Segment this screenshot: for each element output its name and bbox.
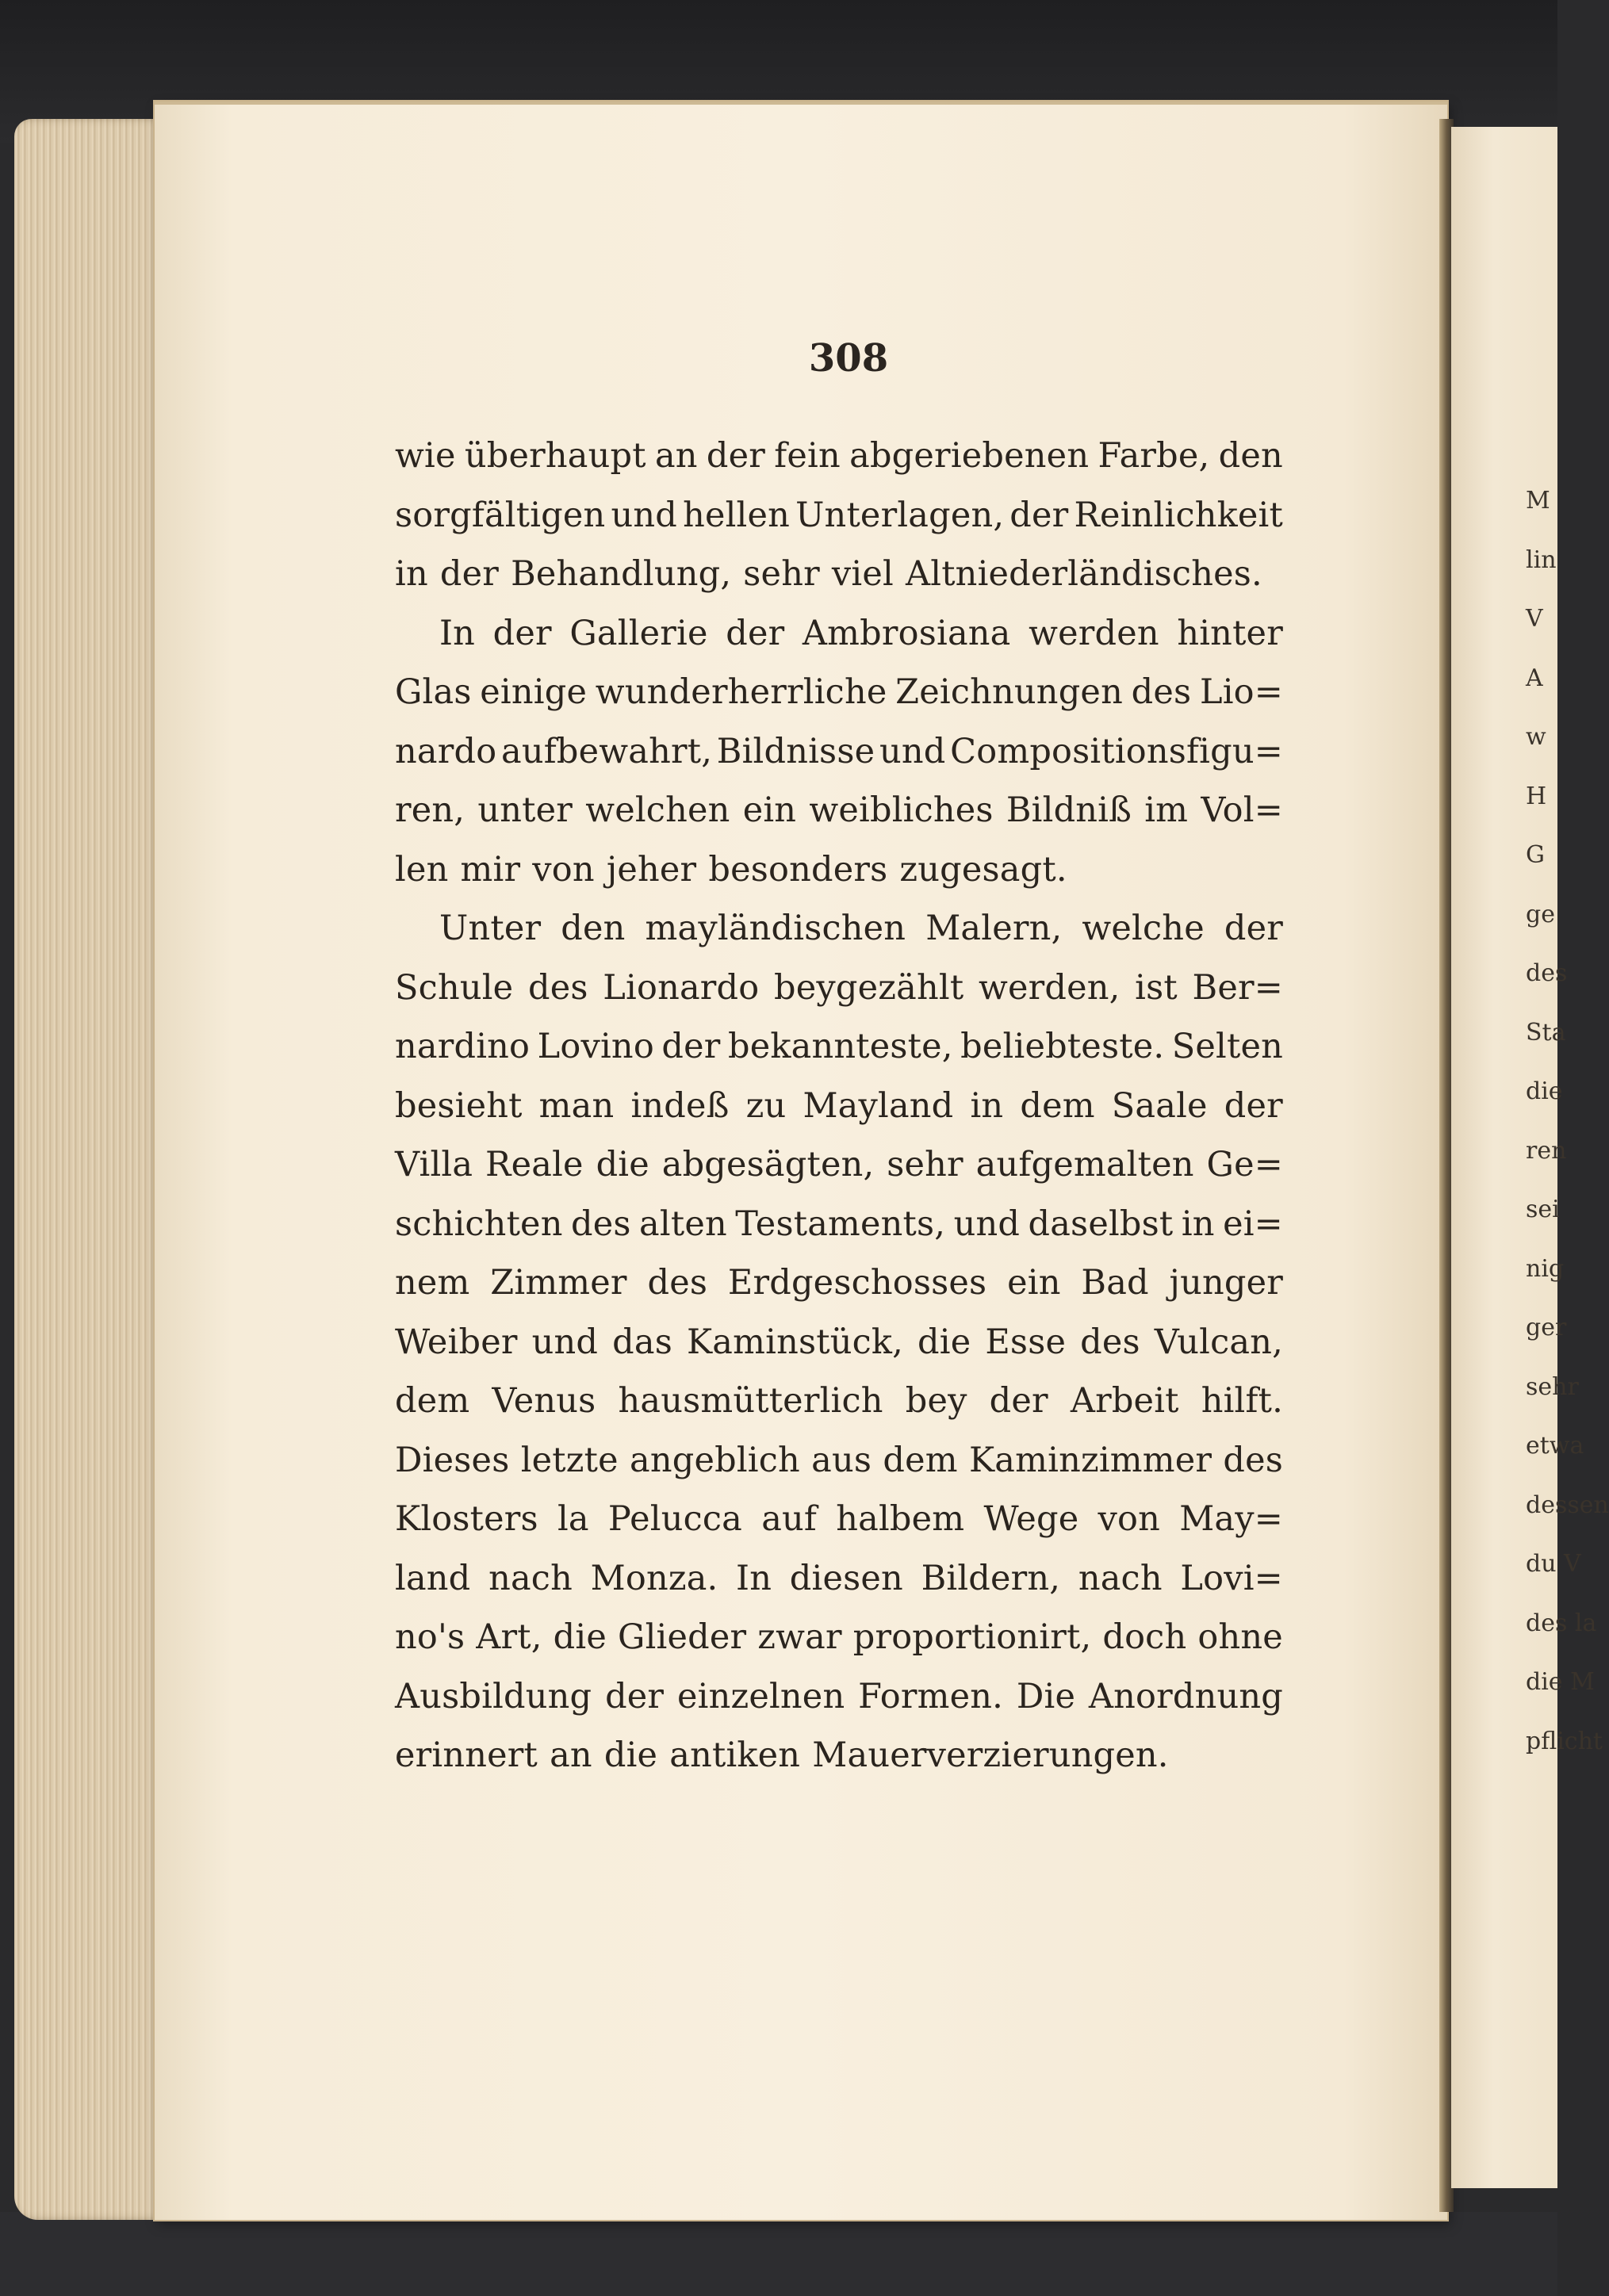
word: Ge= xyxy=(1206,1145,1283,1184)
word: Testaments, xyxy=(735,1203,946,1244)
word: nach xyxy=(488,1558,573,1598)
word: Weiber xyxy=(395,1322,518,1362)
word: besonders xyxy=(708,849,888,890)
word: nach xyxy=(1078,1558,1163,1598)
text-line xyxy=(395,1077,1283,1136)
text-line xyxy=(395,899,1283,959)
word: aufbewahrt, xyxy=(501,731,713,771)
word: Lovino xyxy=(537,1027,654,1066)
facing-page-fragment: sei xyxy=(1526,1196,1560,1223)
word: mayländischen xyxy=(645,909,906,948)
word: überhaupt xyxy=(464,436,646,476)
word: hilft. xyxy=(1201,1381,1283,1421)
word: werden, xyxy=(978,967,1121,1008)
text-line xyxy=(395,1017,1283,1077)
word: Lovi= xyxy=(1180,1558,1283,1598)
word: weibliches xyxy=(809,790,994,830)
facing-page-fragment: des xyxy=(1526,959,1568,987)
word: viel xyxy=(831,554,894,594)
word: Kaminstück, xyxy=(686,1322,904,1362)
word: welche xyxy=(1082,909,1205,948)
word: den xyxy=(1218,436,1283,476)
word: und xyxy=(879,731,946,771)
word: indeß xyxy=(630,1085,730,1126)
word: Reale xyxy=(485,1145,584,1184)
text-line xyxy=(395,1431,1283,1490)
text-line xyxy=(395,840,1283,900)
word: Gallerie xyxy=(569,613,708,653)
word: dem xyxy=(395,1381,470,1421)
word: der xyxy=(1224,909,1283,948)
word: die xyxy=(553,1617,607,1657)
word: doch xyxy=(1102,1617,1187,1657)
word: Vulcan, xyxy=(1154,1322,1283,1362)
word: Malern, xyxy=(925,909,1063,948)
text-line xyxy=(395,1313,1283,1372)
word: des xyxy=(647,1263,708,1303)
word: besieht xyxy=(395,1085,523,1126)
word: Unter xyxy=(439,909,542,948)
word: Die xyxy=(1016,1676,1076,1716)
word: beliebteste. xyxy=(960,1027,1165,1066)
word: und xyxy=(953,1203,1021,1244)
word: ohne xyxy=(1197,1617,1283,1657)
word: aus xyxy=(811,1440,872,1480)
word: diesen xyxy=(789,1558,903,1598)
text-line xyxy=(395,722,1283,782)
text-line xyxy=(395,959,1283,1018)
word: Bildern, xyxy=(921,1558,1061,1598)
word: letzte xyxy=(520,1440,619,1480)
text-line xyxy=(395,1490,1283,1549)
facing-page-fragment: etwa xyxy=(1526,1432,1584,1460)
word: in xyxy=(1181,1203,1215,1244)
facing-page-fragment: ren xyxy=(1526,1136,1567,1165)
word: Kaminzimmer xyxy=(968,1440,1212,1480)
word: Klosters xyxy=(395,1499,538,1539)
facing-page-fragment: die xyxy=(1526,1077,1563,1105)
word: ein xyxy=(742,790,797,830)
word: die xyxy=(603,1735,658,1775)
facing-page-fragment: A xyxy=(1526,664,1543,692)
word: und xyxy=(531,1322,599,1362)
facing-page-text-fragments xyxy=(1526,472,1609,1771)
word: aufgemalten xyxy=(975,1145,1194,1184)
word: sehr xyxy=(743,554,820,594)
word: Zimmer xyxy=(490,1263,627,1303)
word: mir xyxy=(460,849,521,890)
word: Monza. xyxy=(590,1558,718,1598)
facing-page-fragment: G xyxy=(1526,841,1545,869)
word: antiken xyxy=(669,1735,801,1775)
word: Farbe, xyxy=(1098,436,1210,476)
word: Schule xyxy=(395,967,514,1008)
page-text xyxy=(395,427,1283,1785)
word: von xyxy=(1098,1499,1161,1539)
word: der xyxy=(605,1676,665,1716)
word: des xyxy=(1080,1322,1140,1362)
word: abgeriebenen xyxy=(849,436,1090,476)
word: Erdgeschosses xyxy=(727,1263,987,1303)
text-line xyxy=(395,1726,1283,1785)
word: sorgfältigen xyxy=(395,495,606,535)
word: Anordnung xyxy=(1088,1676,1283,1716)
word: Bad xyxy=(1081,1263,1149,1303)
word: einige xyxy=(480,672,588,712)
word: des xyxy=(1223,1440,1283,1480)
facing-page-fragment: V xyxy=(1526,605,1543,633)
text-line xyxy=(395,1195,1283,1254)
word: einzelnen xyxy=(676,1676,845,1716)
word: Bildnisse xyxy=(716,731,875,771)
word: Compositionsfigu= xyxy=(950,731,1283,771)
word: Dieses xyxy=(395,1440,510,1480)
word: Saale xyxy=(1111,1085,1208,1126)
word: Glas xyxy=(395,672,472,712)
word: dem xyxy=(1020,1085,1095,1126)
word: Pelucca xyxy=(607,1499,743,1539)
text-line xyxy=(395,486,1283,545)
word: an xyxy=(550,1735,592,1775)
word: Glieder xyxy=(618,1617,747,1657)
word: Mauerverzierungen. xyxy=(812,1735,1169,1775)
word: fein xyxy=(774,436,841,476)
word: des xyxy=(527,967,588,1008)
word: angeblich xyxy=(630,1440,800,1480)
word: jeher xyxy=(606,849,697,890)
word: Formen. xyxy=(858,1676,1004,1716)
word: Esse xyxy=(985,1322,1067,1362)
word: unter xyxy=(477,790,573,830)
word: Villa xyxy=(395,1145,473,1184)
word: und xyxy=(611,495,678,535)
word: In xyxy=(439,613,476,653)
text-line xyxy=(395,604,1283,664)
word: ei= xyxy=(1223,1203,1283,1244)
word: In xyxy=(736,1558,772,1598)
word: der xyxy=(989,1381,1048,1421)
word: bey xyxy=(905,1381,967,1421)
facing-page-fragment: Sta xyxy=(1526,1018,1566,1047)
word: der xyxy=(492,613,552,653)
word: Lio= xyxy=(1199,672,1283,712)
text-line xyxy=(395,427,1283,486)
word: land xyxy=(395,1558,471,1598)
word: junger xyxy=(1169,1263,1283,1303)
facing-page-fragment: H xyxy=(1526,782,1547,810)
word: Art, xyxy=(476,1617,542,1657)
word: in xyxy=(970,1085,1004,1126)
word: abgesägten, xyxy=(661,1145,875,1184)
word: in xyxy=(395,554,428,594)
word: Mayland xyxy=(803,1085,954,1126)
facing-page-fragment: sehr xyxy=(1526,1372,1579,1401)
word: Wege xyxy=(983,1499,1079,1539)
word: der xyxy=(706,436,766,476)
word: der xyxy=(1224,1085,1283,1126)
word: ren, xyxy=(395,790,465,830)
word: wunderherrliche xyxy=(595,672,887,712)
word: den xyxy=(561,909,626,948)
text-line xyxy=(395,1253,1283,1313)
word: der xyxy=(439,554,500,594)
word: Ausbildung xyxy=(395,1676,592,1716)
word: Ber= xyxy=(1192,967,1283,1008)
word: werden xyxy=(1029,613,1159,653)
page-number: 308 xyxy=(808,336,889,381)
word: des xyxy=(571,1203,631,1244)
word: auf xyxy=(761,1499,818,1539)
word: Selten xyxy=(1171,1027,1283,1066)
word: nem xyxy=(395,1263,470,1303)
text-line xyxy=(395,1135,1283,1195)
word: proportionirt, xyxy=(852,1617,1092,1657)
word: dem xyxy=(883,1440,958,1480)
facing-page-fragment: die M xyxy=(1526,1668,1595,1696)
word: Vol= xyxy=(1201,790,1283,830)
word: schichten xyxy=(395,1203,563,1244)
word: man xyxy=(538,1085,615,1126)
word: Bildniß xyxy=(1006,790,1132,830)
text-line xyxy=(395,1549,1283,1609)
word: ist xyxy=(1135,967,1178,1008)
text-line xyxy=(395,545,1283,604)
facing-page-fragment: nig xyxy=(1526,1254,1565,1283)
word: nardino xyxy=(395,1027,531,1066)
word: der xyxy=(661,1027,721,1066)
facing-page-fragment: pflicht xyxy=(1526,1727,1603,1755)
word: Zeichnungen xyxy=(895,672,1123,712)
word: Behandlung, xyxy=(511,554,732,594)
word: die xyxy=(918,1322,971,1362)
text-line xyxy=(395,1667,1283,1727)
facing-page-fragment: du V xyxy=(1526,1550,1581,1578)
facing-page-fragment: ger xyxy=(1526,1314,1567,1341)
word: Lionardo xyxy=(603,967,760,1008)
word: hinter xyxy=(1177,613,1283,653)
page-edge-stack xyxy=(14,119,173,2220)
word: zugesagt. xyxy=(899,849,1067,890)
word: no's xyxy=(395,1617,465,1657)
word: Reinlichkeit xyxy=(1074,495,1283,535)
facing-page-fragment: ge xyxy=(1526,900,1555,928)
word: welchen xyxy=(585,790,730,830)
word: la xyxy=(557,1499,589,1539)
word: Ambrosiana xyxy=(802,613,1011,653)
word: wie xyxy=(395,436,456,476)
word: Unterlagen, xyxy=(795,495,1005,535)
facing-page-fragment: M xyxy=(1526,487,1550,515)
dark-background-bottom xyxy=(0,2212,1557,2296)
facing-page-fragment: lin xyxy=(1526,545,1557,574)
word: len xyxy=(395,849,449,890)
facing-page-fragment: des la xyxy=(1526,1609,1597,1637)
word: bekannteste, xyxy=(728,1027,953,1066)
word: daselbst xyxy=(1028,1203,1174,1244)
word: zwar xyxy=(757,1617,842,1657)
word: der xyxy=(1009,495,1069,535)
word: ein xyxy=(1007,1263,1061,1303)
word: zu xyxy=(745,1085,787,1126)
word: nardo xyxy=(395,731,497,771)
word: Arbeit xyxy=(1070,1381,1179,1421)
word: alten xyxy=(639,1203,727,1244)
text-line xyxy=(395,781,1283,840)
word: May= xyxy=(1179,1499,1283,1539)
text-line xyxy=(395,663,1283,722)
word: hellen xyxy=(683,495,791,535)
word: im xyxy=(1144,790,1189,830)
word: erinnert xyxy=(395,1735,538,1775)
word: das xyxy=(612,1322,672,1362)
word: beygezählt xyxy=(774,967,964,1008)
text-line xyxy=(395,1372,1283,1431)
word: hausmütterlich xyxy=(618,1381,883,1421)
text-line xyxy=(395,1608,1283,1667)
facing-page-fragment: dessen xyxy=(1526,1490,1609,1519)
word: des xyxy=(1131,672,1192,712)
word: Altniederländisches. xyxy=(906,554,1262,594)
word: von xyxy=(532,849,595,890)
facing-page-fragment: w xyxy=(1526,723,1546,751)
word: der xyxy=(726,613,785,653)
word: Venus xyxy=(492,1381,596,1421)
word: sehr xyxy=(887,1145,963,1184)
word: an xyxy=(654,436,698,476)
word: die xyxy=(596,1145,649,1184)
word: halbem xyxy=(836,1499,965,1539)
